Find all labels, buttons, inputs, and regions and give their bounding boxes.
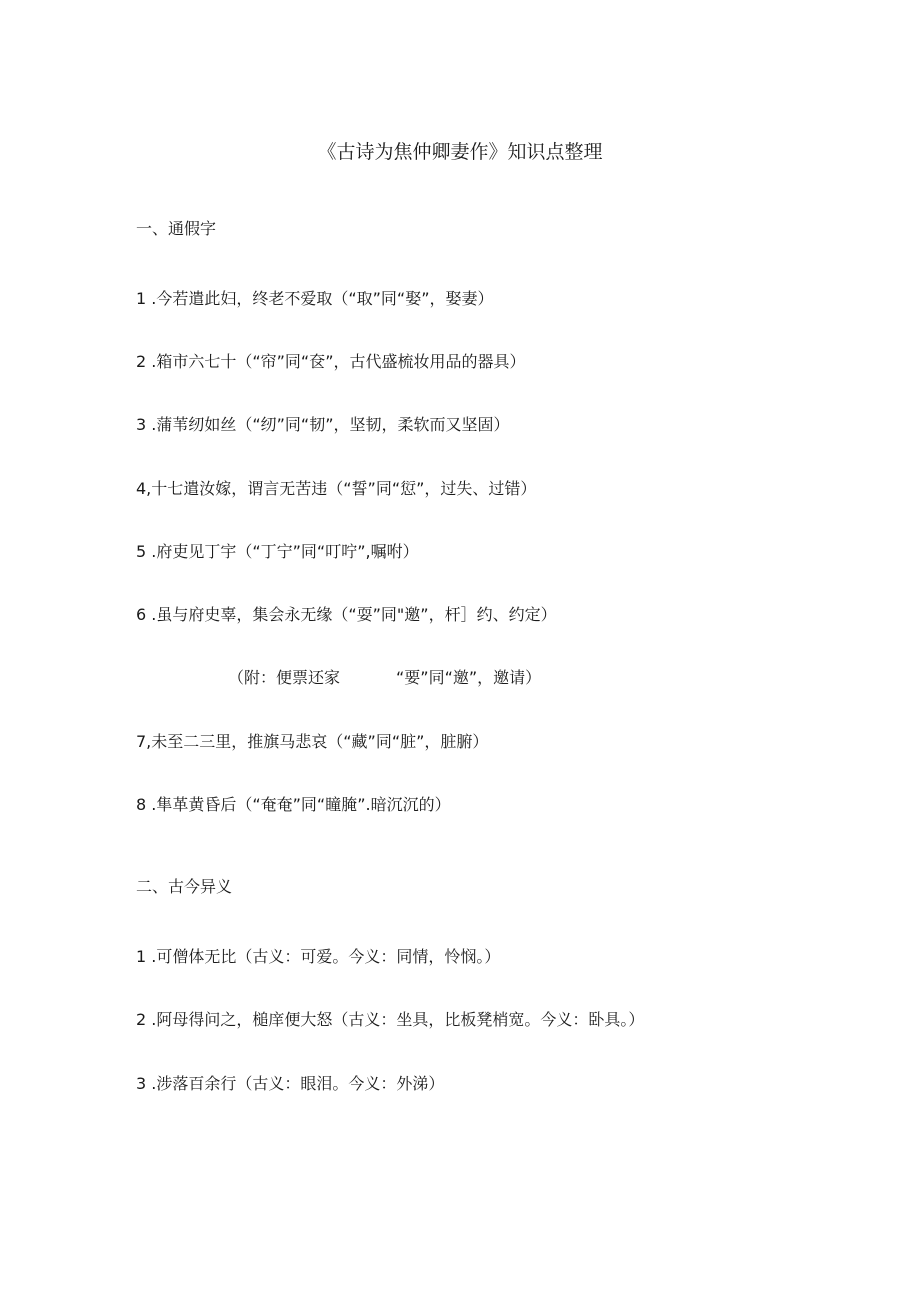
- list-item: 8 .隼革黄昏后（“奄奄”同“瞳腌”.暗沉沉的）: [136, 795, 451, 814]
- list-item: 2 .阿母得问之，槌庠便大怒（古义：坐具，比板凳梢宽。今义：卧具。）: [136, 1010, 645, 1029]
- list-item: 4,十七遣汝嫁，谓言无苦违（“誓”同“愆”，过失、过错）: [136, 479, 537, 498]
- note-right: “要”同“邀”，邀请）: [396, 668, 542, 687]
- section-heading-tongjiazi: 一、通假字: [136, 219, 217, 238]
- section-heading-gujinyiyi: 二、古今异义: [136, 877, 233, 896]
- list-item: 1 .可僧体无比（古义：可爱。今义：同情，怜悯。）: [136, 947, 501, 966]
- list-item: 6 .虽与府史辜，集会永无缘（“耍”同"邀”，杆］约、约定）: [136, 605, 557, 624]
- page-title: 《古诗为焦仲卿妻作》知识点整理: [317, 141, 603, 163]
- list-item: 5 .府吏见丁宇（“丁宁”同“叮咛”,嘱咐）: [136, 542, 419, 561]
- list-item: 3 .涉落百余行（古义：眼泪。今义：外涕）: [136, 1074, 445, 1093]
- list-item: 2 .箱市六七十（“帘”同“奁”，古代盛梳妆用品的器具）: [136, 352, 526, 371]
- list-item: 3 .蒲苇纫如丝（“纫”同“韧”，坚韧，柔软而又坚固）: [136, 415, 510, 434]
- note-left: （附：便票还家: [228, 668, 341, 687]
- list-item: 7,未至二三里，推旗马悲哀（“藏”同“脏”，脏腑）: [136, 732, 489, 751]
- list-item: 1 .今若遣此妇，终老不爱取（“取”同“娶”，娶妻）: [136, 289, 494, 308]
